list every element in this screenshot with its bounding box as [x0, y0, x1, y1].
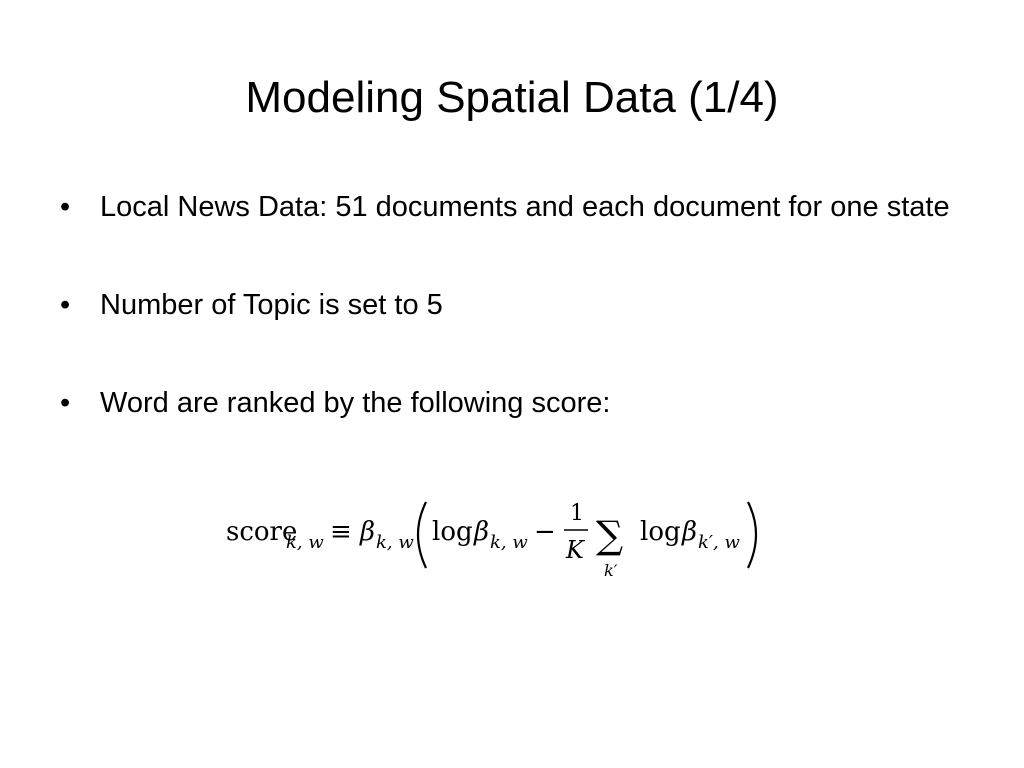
bullet-text: Local News Data: 51 documents and each document for one state [100, 191, 950, 223]
formula-lhs-subscript: k, w [286, 532, 324, 553]
formula-log: log [432, 517, 473, 547]
formula-numerator: 1 [570, 501, 584, 526]
bullet-text: Number of Topic is set to 5 [100, 289, 443, 321]
left-paren-icon [418, 502, 426, 568]
formula-beta: β [682, 517, 698, 547]
formula-denominator: K [566, 536, 584, 564]
bullet-list [60, 188, 970, 482]
right-paren-icon [748, 502, 756, 568]
formula-lhs: score [226, 517, 298, 547]
formula-beta: β [360, 517, 376, 547]
formula-log: log [640, 517, 681, 547]
bullet-item [60, 384, 970, 423]
slide-title: Modeling Spatial Data (1/4) [245, 73, 779, 122]
formula-equiv: ≡ [330, 517, 352, 547]
bullet-text: Word are ranked by the following score: [100, 387, 611, 419]
bullet-icon: • [60, 191, 71, 223]
formula-sum-subscript: k′ [604, 561, 618, 580]
formula-beta: β [474, 517, 490, 547]
formula-beta-subscript: k, w [490, 532, 528, 553]
sum-icon: ∑ [596, 513, 624, 557]
formula-minus: − [534, 517, 556, 547]
score-formula [226, 492, 766, 592]
bullet-icon: • [60, 387, 71, 419]
bullet-item [60, 286, 970, 325]
bullet-icon: • [60, 289, 71, 321]
formula-beta-subscript: k, w [376, 532, 414, 553]
formula-beta-subscript-2: k′, w [698, 532, 740, 553]
bullet-item [60, 188, 970, 227]
